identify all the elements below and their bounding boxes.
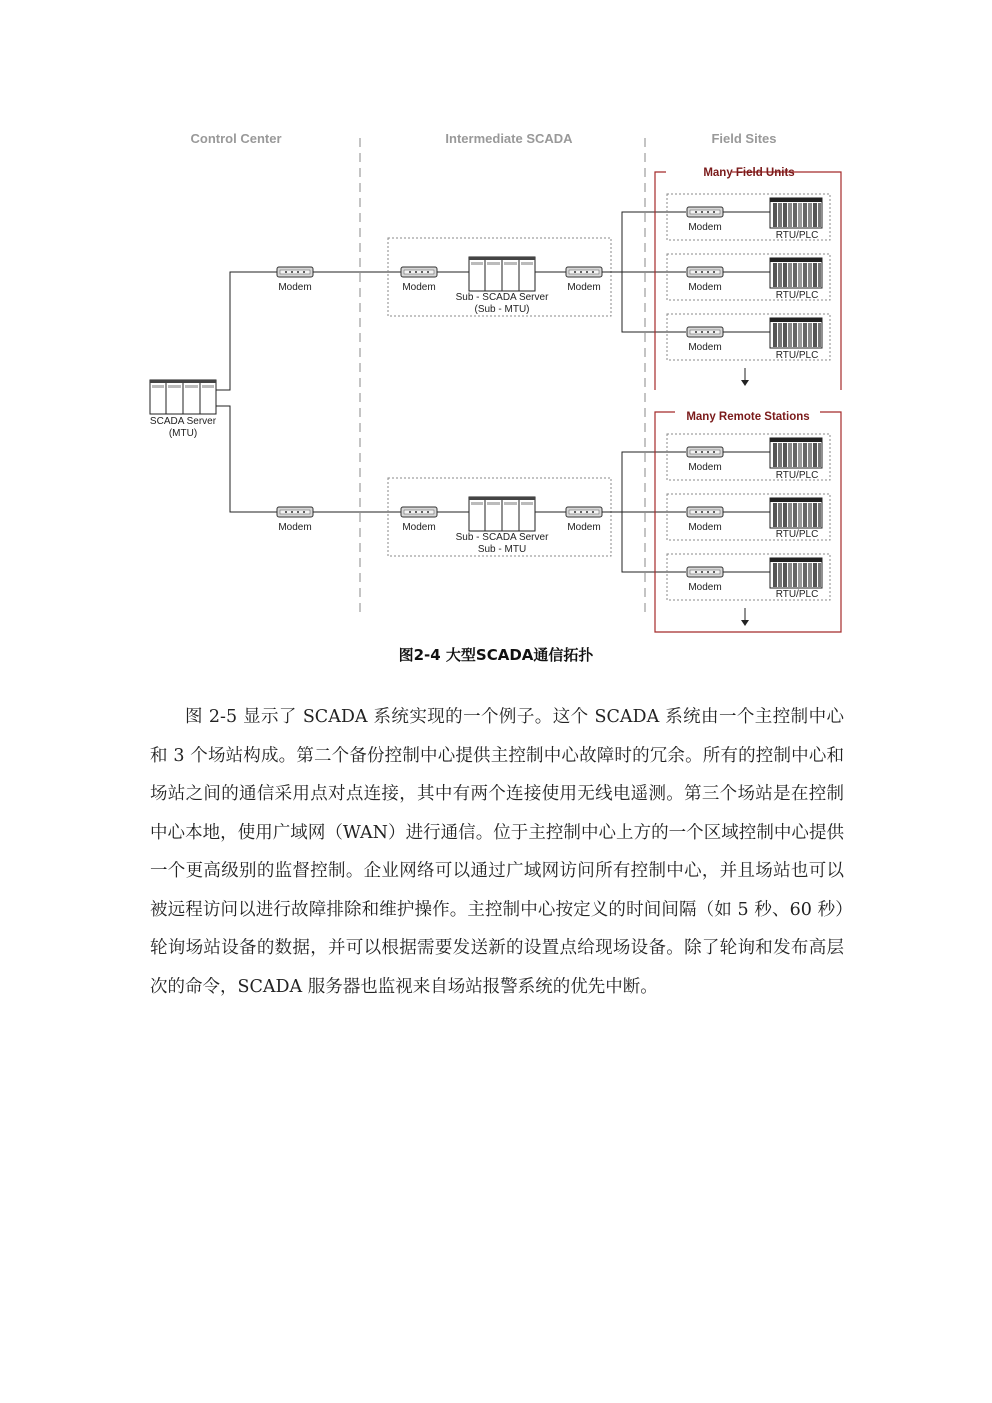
rtu-label: RTU/PLC bbox=[775, 529, 819, 540]
modem-intermediate-in-top bbox=[401, 267, 437, 277]
modem-label: Modem bbox=[688, 342, 722, 353]
modem-icon bbox=[687, 327, 723, 337]
remote-station bbox=[667, 554, 830, 600]
modem-icon bbox=[687, 507, 723, 517]
field-unit bbox=[667, 194, 830, 241]
group-remote-stations-title: Many Remote Stations bbox=[686, 411, 810, 423]
modem-label: Modem bbox=[567, 522, 601, 533]
link-server-top bbox=[216, 272, 278, 390]
sub-server-bottom-label: Sub - SCADA Server bbox=[455, 532, 549, 543]
more-arrow-icon bbox=[741, 368, 749, 386]
rtu-plc-icon bbox=[770, 198, 822, 228]
sub-server-top-sublabel: (Sub - MTU) bbox=[474, 304, 530, 315]
modem-label: Modem bbox=[278, 282, 312, 293]
rtu-plc-icon bbox=[770, 318, 822, 348]
modem-label: Modem bbox=[688, 222, 722, 233]
modem-label: Modem bbox=[567, 282, 601, 293]
figure-caption: 图2-4 大型SCADA通信拓扑 bbox=[398, 646, 594, 664]
body-paragraph: 图 2-5 显示了 SCADA 系统实现的一个例子。这个 SCADA 系统由一个主控制中心和 3 个场站构成。第二个备份控制中心提供主控制中心故障时的冗余。所有的控制中心和场站之间的通信采用点对点连接，其中有两个连接使用无线电遥测。第三个场站是在控制中心本地，使用广域网（WAN）进行通信。位于主控制中心上方的一个区域控制中心提供一个更高级别的监督控制。企业网络可以通过广域网访问所有控制中心，并且场站也可以被远程访问以进行故障排除和维护操作。主控制中心按定义的时间间隔（如 5 秒、60 秒）轮询场站设备的数据，并可以根据需要发送新的设置点给现场设备。除了轮询和发布高层次的命令，SCADA 服务器也监视来自场站报警系统的优先中断。 bbox=[150, 707, 844, 997]
scada-server-mtu bbox=[150, 380, 217, 439]
scada-server-sublabel: (MTU) bbox=[168, 428, 198, 439]
rtu-label: RTU/PLC bbox=[775, 230, 819, 241]
remote-station bbox=[667, 494, 830, 540]
rtu-label: RTU/PLC bbox=[775, 470, 819, 481]
zone-title-intermediate: Intermediate SCADA bbox=[445, 131, 573, 146]
rtu-label: RTU/PLC bbox=[775, 589, 819, 600]
zone-title-control-center: Control Center bbox=[190, 131, 282, 146]
modem-intermediate-out-top bbox=[566, 267, 602, 277]
scada-topology-diagram bbox=[0, 0, 992, 640]
rtu-label: RTU/PLC bbox=[775, 290, 819, 301]
rtu-plc-icon bbox=[770, 558, 822, 588]
rtu-plc-icon bbox=[770, 438, 822, 468]
sub-server-top-label: Sub - SCADA Server bbox=[455, 292, 549, 303]
modem-icon bbox=[687, 267, 723, 277]
field-unit bbox=[667, 254, 830, 301]
sub-scada-server-top bbox=[469, 257, 535, 291]
group-field-units-title: Many Field Units bbox=[703, 167, 795, 179]
modem-label: Modem bbox=[278, 522, 312, 533]
modem-label: Modem bbox=[688, 282, 722, 293]
link-server-bottom bbox=[216, 406, 278, 512]
modem-intermediate-out-bottom bbox=[566, 507, 602, 517]
field-unit bbox=[667, 314, 830, 361]
modem-control-bottom bbox=[277, 507, 313, 517]
scada-server-label: SCADA Server bbox=[149, 416, 217, 427]
rtu-label: RTU/PLC bbox=[775, 350, 819, 361]
more-arrow-icon bbox=[741, 608, 749, 626]
rtu-plc-icon bbox=[770, 498, 822, 528]
remote-station bbox=[667, 434, 830, 481]
modem-label: Modem bbox=[402, 522, 436, 533]
zone-title-field-sites: Field Sites bbox=[711, 131, 777, 146]
modem-label: Modem bbox=[688, 522, 722, 533]
modem-icon bbox=[687, 207, 723, 217]
modem-icon bbox=[687, 567, 723, 577]
modem-intermediate-in-bottom bbox=[401, 507, 437, 517]
modem-control-top bbox=[277, 267, 313, 277]
modem-icon bbox=[687, 447, 723, 457]
modem-label: Modem bbox=[688, 462, 722, 473]
sub-server-bottom-sublabel: Sub - MTU bbox=[477, 544, 527, 555]
rtu-plc-icon bbox=[770, 258, 822, 288]
modem-label: Modem bbox=[688, 582, 722, 593]
sub-scada-server-bottom bbox=[469, 497, 535, 531]
modem-label: Modem bbox=[402, 282, 436, 293]
